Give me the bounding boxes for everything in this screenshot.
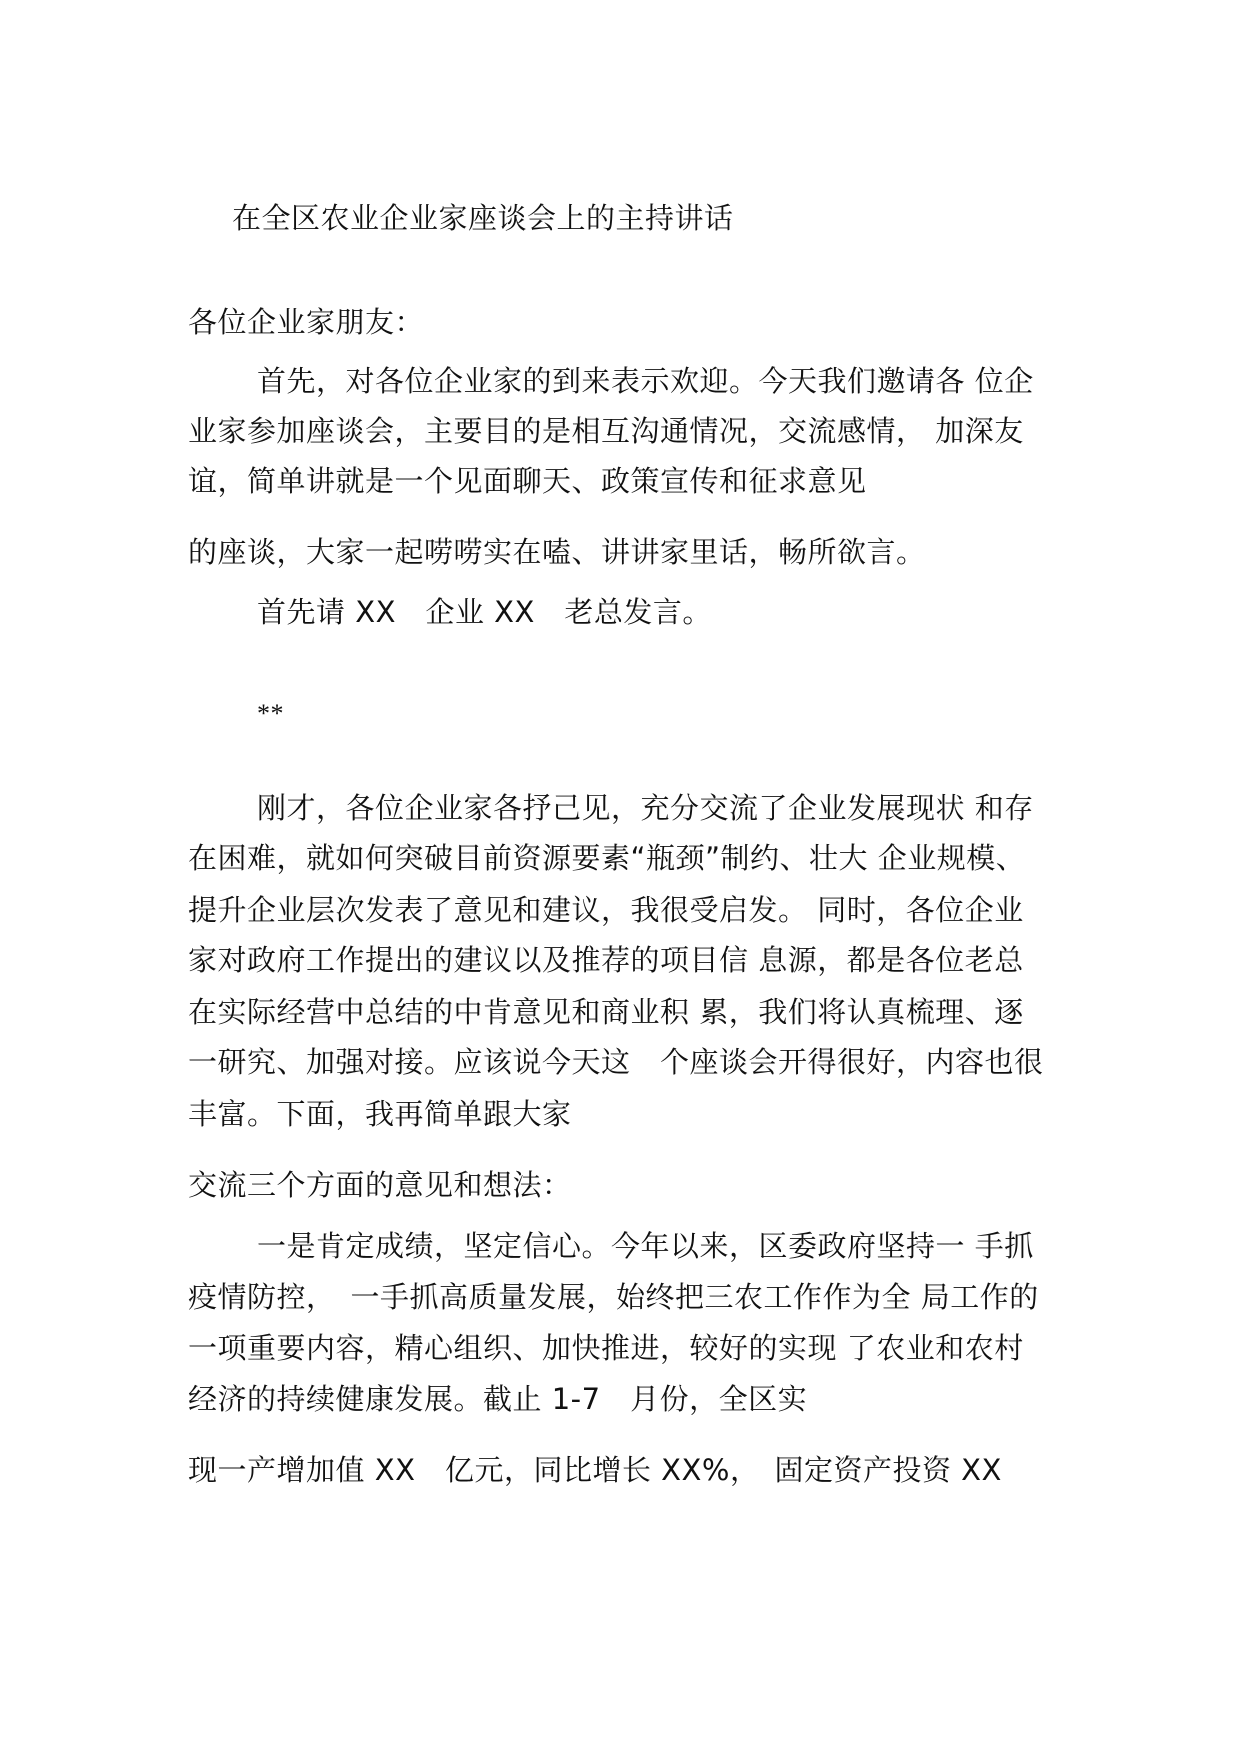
paragraph-line: 在困难，就如何突破目前资源要素“瓶颈”制约、壮大 企业规模、	[188, 841, 1026, 875]
paragraph-line: 疫情防控， 一手抓高质量发展，始终把三农工作作为全 局工作的	[188, 1280, 1039, 1314]
paragraph-line: 交流三个方面的意见和想法：	[188, 1168, 572, 1202]
separator-stars: **	[257, 699, 284, 728]
paragraph-line: 经济的持续健康发展。截止 1-7 月份，全区实	[188, 1382, 808, 1416]
paragraph-line: 一是肯定成绩，坚定信心。今年以来，区委政府坚持一 手抓	[257, 1229, 1034, 1263]
paragraph-line: 提升企业层次发表了意见和建议，我很受启发。 同时，各位企业	[188, 893, 1024, 927]
paragraph-line: 一项重要内容，精心组织、加快推进，较好的实现 了农业和农村	[188, 1331, 1024, 1365]
paragraph-line: 现一产增加值 XX 亿元，同比增长 XX%， 固定资产投资 XX	[188, 1453, 1002, 1487]
paragraph-line: 家对政府工作提出的建议以及推荐的项目信 息源，都是各位老总	[188, 943, 1024, 977]
paragraph-line: 谊，简单讲就是一个见面聊天、政策宣传和征求意见	[188, 464, 867, 498]
salutation: 各位企业家朋友：	[188, 305, 425, 339]
paragraph-line: 的座谈，大家一起唠唠实在嗑、讲讲家里话，畅所欲言。	[188, 535, 926, 569]
paragraph-line: 刚才，各位企业家各抒己见，充分交流了企业发展现状 和存	[257, 791, 1034, 825]
paragraph-line: 一研究、加强对接。应该说今天这 个座谈会开得很好，内容也很	[188, 1045, 1044, 1079]
paragraph-line: 业家参加座谈会，主要目的是相互沟通情况，交流感情， 加深友	[188, 414, 1024, 448]
paragraph-line: 首先请 XX 企业 XX 老总发言。	[257, 595, 712, 629]
document-title: 在全区农业企业家座谈会上的主持讲话	[232, 201, 734, 235]
paragraph-line: 在实际经营中总结的中肯意见和商业积 累，我们将认真梳理、逐	[188, 995, 1024, 1029]
paragraph-line: 首先，对各位企业家的到来表示欢迎。今天我们邀请各 位企	[257, 364, 1034, 398]
paragraph-line: 丰富。下面，我再简单跟大家	[188, 1097, 572, 1131]
